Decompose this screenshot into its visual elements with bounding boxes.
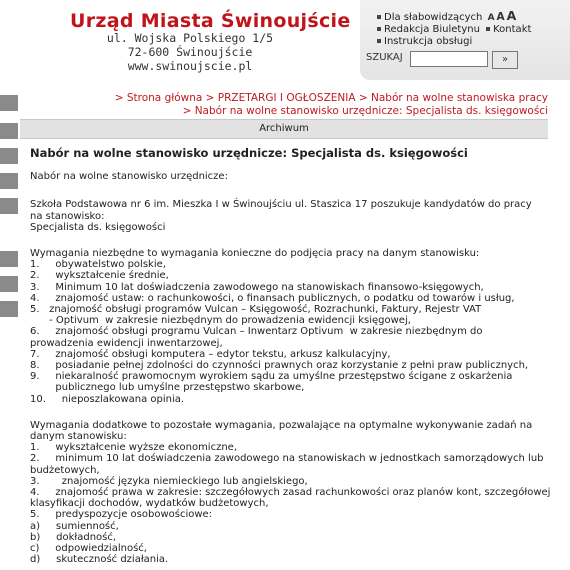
additional-requirements-heading: danym stanowisku: [30, 431, 127, 443]
list-item: 4. znajomość ustaw: o rachunkowości, o finansach publicznych, o podatku od towarów i usług, [30, 292, 515, 304]
instructions-link[interactable]: Instrukcja obsługi [384, 36, 473, 47]
font-size-medium[interactable]: A [496, 11, 505, 23]
article-title: Nabór na wolne stanowisko urzędnicze: Specjalista ds. księgowości [30, 146, 468, 160]
article-paragraph-line: na stanowisko: [30, 210, 105, 222]
list-item: 4. znajomość prawa w zakresie: szczegółowych zasad rachunkowości oraz planów kont, szczegółowej [30, 487, 551, 499]
additional-requirements-heading: Wymagania dodatkowe to pozostałe wymagania, pozwalające na optymalne wykonywanie zadań na [30, 419, 533, 431]
list-item: b) dokładność, [30, 531, 117, 543]
site-title[interactable]: Urząd Miasta Świnoujście [70, 10, 351, 32]
search-button[interactable]: » [492, 51, 518, 69]
list-item: 7. znajomość obsługi komputera – edytor tekstu, arkusz kalkulacyjny, [30, 348, 391, 360]
list-item: klasyfikacji dochodów, wydatków budżetowych, [30, 498, 269, 510]
bullet-icon [377, 27, 381, 31]
address-city: 72-600 Świnoujście [127, 45, 253, 59]
address-website: www.swinoujscie.pl [127, 59, 253, 73]
left-nav-tab[interactable] [0, 173, 18, 189]
list-item: 8. posiadanie pełnej zdolności do czynności prawnych oraz korzystanie z pełni praw publicznych, [30, 360, 529, 372]
article-intro: Nabór na wolne stanowisko urzędnicze: [30, 171, 228, 183]
left-nav-tab[interactable] [0, 276, 18, 292]
list-item: prowadzenia ewidencji inwentarzowej, [30, 337, 223, 349]
list-item: 3. Minimum 10 lat doświadczenia zawodowego na stanowiskach finansowo-księgowych, [30, 281, 484, 293]
archive-bar [20, 119, 548, 139]
list-item: 5. predyspozycje osobowościowe: [30, 509, 213, 521]
search-label: SZUKAJ [366, 52, 403, 63]
list-item: 10. nieposzlakowana opinia. [30, 393, 185, 405]
bullet-icon [377, 39, 381, 43]
list-item: - Optivum w zakresie niezbędnym do prowadzenia ewidencji księgowej, [30, 315, 411, 327]
breadcrumb-line-2[interactable]: > Nabór na wolne stanowisko urzędnicze: Specjalista ds. księgowości [182, 105, 548, 117]
font-size-small[interactable]: A [487, 13, 495, 23]
list-item: d) skuteczność działania. [30, 554, 169, 566]
article-paragraph-line: Specjalista ds. księgowości [30, 221, 166, 233]
left-nav-tab[interactable] [0, 198, 18, 214]
address-street: ul. Wojska Polskiego 1/5 [106, 31, 274, 45]
visually-impaired-link[interactable]: Dla słabowidzących [384, 12, 483, 23]
list-item: c) odpowiedzialność, [30, 543, 147, 555]
left-nav-tab[interactable] [0, 251, 18, 267]
archive-link[interactable]: Archiwum [259, 123, 309, 134]
site-header [20, 0, 550, 80]
list-item: budżetowych, [30, 464, 100, 476]
list-item: 9. niekaralność prawomocnym wyrokiem sądu za umyślne przestępstwo ścigane z oskarżenia [30, 371, 513, 383]
bullet-icon [377, 15, 381, 19]
list-item: 6. znajomość obsługi programu Vulcan – Inwentarz Optivum w zakresie niezbędnym do [30, 326, 483, 338]
list-item: 1. wykształcenie wyższe ekonomiczne, [30, 442, 238, 454]
left-navigation-strip [0, 0, 20, 570]
list-item: 2. minimum 10 lat doświadczenia zawodowego na stanowiskach w jednostkach samorządowych lub [30, 453, 544, 465]
bip-link[interactable]: Redakcja Biuletynu [384, 24, 480, 35]
left-nav-tab[interactable] [0, 123, 18, 139]
breadcrumb [20, 92, 548, 118]
breadcrumb-line-1[interactable]: > Strona główna > PRZETARGI I OGŁOSZENIA > Nabór na wolne stanowiska pracy [114, 92, 548, 104]
list-item: publicznego lub umyślne przestępstwo skarbowe, [30, 382, 305, 394]
font-size-large[interactable]: A [506, 8, 517, 23]
list-item: 2. wykształcenie średnie, [30, 270, 169, 282]
list-item: 1. obywatelstwo polskie, [30, 259, 166, 271]
article-paragraph-line: Szkoła Podstawowa nr 6 im. Mieszka I w Świnoujściu ul. Staszica 17 poszukuje kandydatów do pracy [30, 199, 532, 211]
left-nav-tab[interactable] [0, 148, 18, 164]
list-item: 3. znajomość języka niemieckiego lub angielskiego, [30, 475, 308, 487]
bullet-icon [486, 27, 490, 31]
search-input[interactable] [410, 51, 488, 67]
font-size-switcher [486, 8, 517, 23]
left-nav-tab[interactable] [0, 95, 18, 111]
article-content [30, 146, 551, 566]
requirements-list [30, 259, 545, 405]
list-item: 5. znajomość obsługi programów Vulcan – Księgowość, Rozrachunki, Faktury, Rejestr VAT [30, 304, 482, 316]
top-links [377, 10, 531, 48]
contact-link[interactable]: Kontakt [493, 24, 532, 35]
additional-requirements-list [30, 442, 551, 566]
left-nav-tab[interactable] [0, 301, 18, 317]
list-item: a) sumienność, [30, 520, 119, 532]
requirements-heading: Wymagania niezbędne to wymagania konieczne do podjęcia pracy na danym stanowisku: [30, 248, 480, 260]
